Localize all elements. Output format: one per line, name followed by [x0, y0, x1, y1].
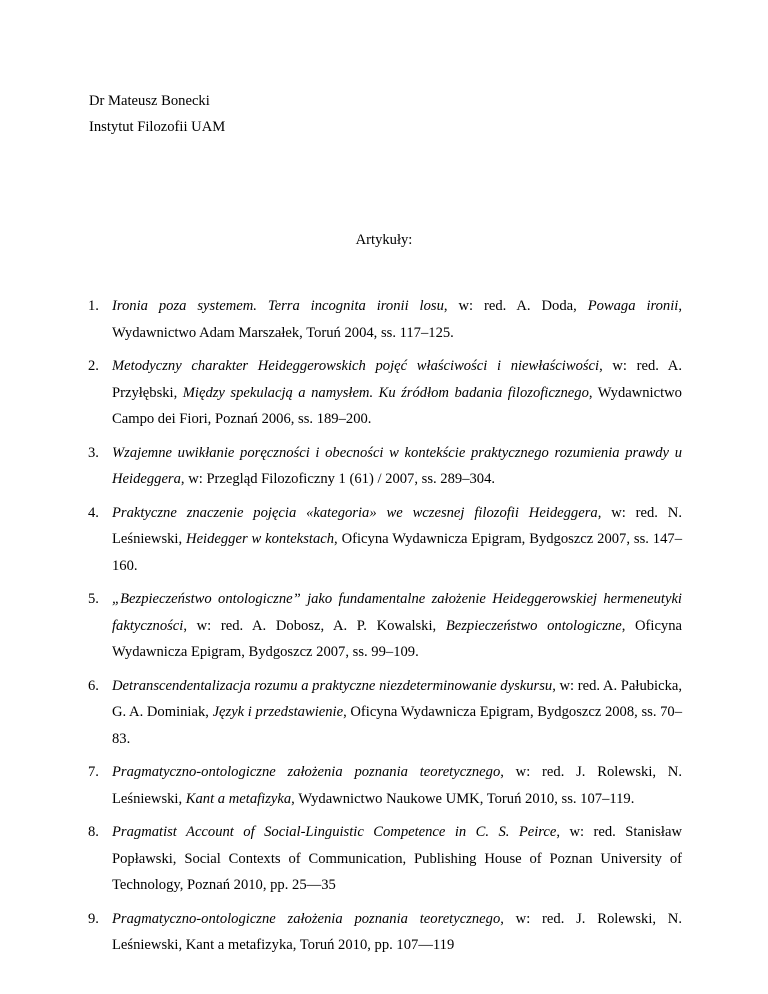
reference-text-part: , Oficyna Wydawnicza Epigram, Bydgoszcz 2007, ss. 147–160.: [112, 531, 682, 574]
reference-text: [112, 298, 682, 341]
reference-item: [88, 759, 682, 812]
reference-title-italic: Wzajemne uwikłanie poręczności i obecności w kontekście praktycznego rozumienia prawdy u Heideggera: [112, 444, 682, 487]
reference-text-part: , w: Przegląd Filozoficzny 1 (61) / 2007, ss. 289–304.: [180, 471, 496, 487]
reference-text-part: , Wydawnictwo Campo dei Fiori, Poznań 2006, ss. 189–200.: [112, 384, 682, 427]
reference-text-part: , Wydawnictwo Adam Marszałek, Toruń 2004, ss. 117–125.: [112, 298, 682, 341]
section-title: Artykuły:: [355, 232, 413, 248]
reference-title-italic: „Bezpieczeństwo ontologiczne” jako fundamentalne założenie Heideggerowskiej hermeneutyki faktyczności: [112, 591, 682, 634]
reference-text: [112, 591, 682, 660]
reference-number: 5.: [88, 591, 99, 607]
reference-title-italic: Między spekulacją a namysłem. Ku źródłom badania filozoficznego: [182, 384, 589, 401]
reference-number: 2.: [88, 358, 99, 374]
reference-number: 4.: [88, 504, 99, 521]
reference-item: [88, 673, 683, 753]
reference-text: [112, 358, 682, 427]
reference-number: 1.: [88, 298, 99, 314]
reference-text: [112, 678, 682, 747]
reference-text-part: , w: red. J. Rolewski, N. Leśniewski, Kant a metafizyka, Toruń 2010, pp. 107—119: [112, 910, 682, 953]
reference-item: [88, 293, 682, 346]
reference-item: [88, 906, 682, 959]
reference-text: [112, 764, 682, 807]
reference-title-italic: Metodyczny charakter Heideggerowskich pojęć właściwości i niewłaściwości: [112, 358, 600, 374]
reference-text-part: , w: red. A. Dobosz, A. P. Kowalski,: [183, 617, 446, 634]
reference-text: [112, 911, 682, 954]
reference-title-italic: Ironia poza systemem. Terra incognita ironii losu: [112, 298, 444, 314]
reference-number: 7.: [88, 764, 99, 780]
reference-title-italic: Detranscendentalizacja rozumu a praktyczne niezdeterminowanie dyskursu: [112, 677, 553, 694]
reference-item: [88, 353, 682, 433]
reference-item: [88, 819, 682, 899]
author-block: [89, 88, 225, 140]
reference-number: 6.: [88, 677, 99, 694]
reference-text-part: , w: red. J. Rolewski, N. Leśniewski,: [112, 764, 682, 807]
reference-text: [112, 445, 682, 488]
reference-list: [88, 293, 683, 966]
reference-title-italic: Pragmatist Account of Social-Linguistic Competence in C. S. Peirce: [112, 824, 557, 840]
reference-title-italic: Pragmatyczno-ontologiczne założenia poznania teoretycznego: [112, 764, 501, 780]
reference-number: 8.: [88, 824, 99, 840]
reference-number: 3.: [88, 444, 99, 461]
reference-text: [112, 505, 682, 574]
reference-text-part: , Oficyna Wydawnicza Epigram, Bydgoszcz 2008, ss. 70–83.: [112, 704, 683, 747]
reference-item: [88, 500, 682, 580]
reference-text-part: , w: red. A. Doda,: [443, 298, 588, 314]
reference-title-italic: Powaga ironii: [587, 298, 679, 314]
reference-item: [88, 440, 682, 493]
reference-title-italic: Bezpieczeństwo ontologiczne: [445, 617, 622, 634]
institute-name: Instytut Filozofii UAM: [89, 119, 226, 135]
reference-text-part: , w: red. A. Przyłębski,: [112, 358, 682, 401]
reference-text-part: , w: red. A. Pałubicka, G. A. Dominiak,: [112, 677, 682, 720]
reference-title-italic: Język i przedstawienie: [212, 704, 344, 720]
reference-text-part: , Wydawnictwo Naukowe UMK, Toruń 2010, ss. 107–119.: [291, 790, 635, 807]
reference-title-italic: Praktyczne znaczenie pojęcia «kategoria» we wczesnej filozofii Heideggera: [112, 504, 598, 521]
reference-item: [88, 586, 682, 666]
reference-text-part: , w: red. N. Leśniewski,: [112, 504, 682, 547]
author-name: Dr Mateusz Bonecki: [89, 93, 210, 109]
reference-text-part: , w: red. Stanisław Popławski, Social Contexts of Communication, Publishing House of Poznan University of Technology, Poznań 2010, pp. 25—35: [112, 824, 682, 893]
reference-number: 9.: [88, 910, 99, 927]
reference-title-italic: Pragmatyczno-ontologiczne założenia poznania teoretycznego: [112, 910, 501, 927]
reference-title-italic: Heidegger w kontekstach: [186, 531, 335, 547]
reference-title-italic: Kant a metafizyka: [185, 790, 292, 807]
reference-text: [112, 824, 682, 893]
reference-text-part: , Oficyna Wydawnicza Epigram, Bydgoszcz 2007, ss. 99–109.: [112, 617, 682, 660]
